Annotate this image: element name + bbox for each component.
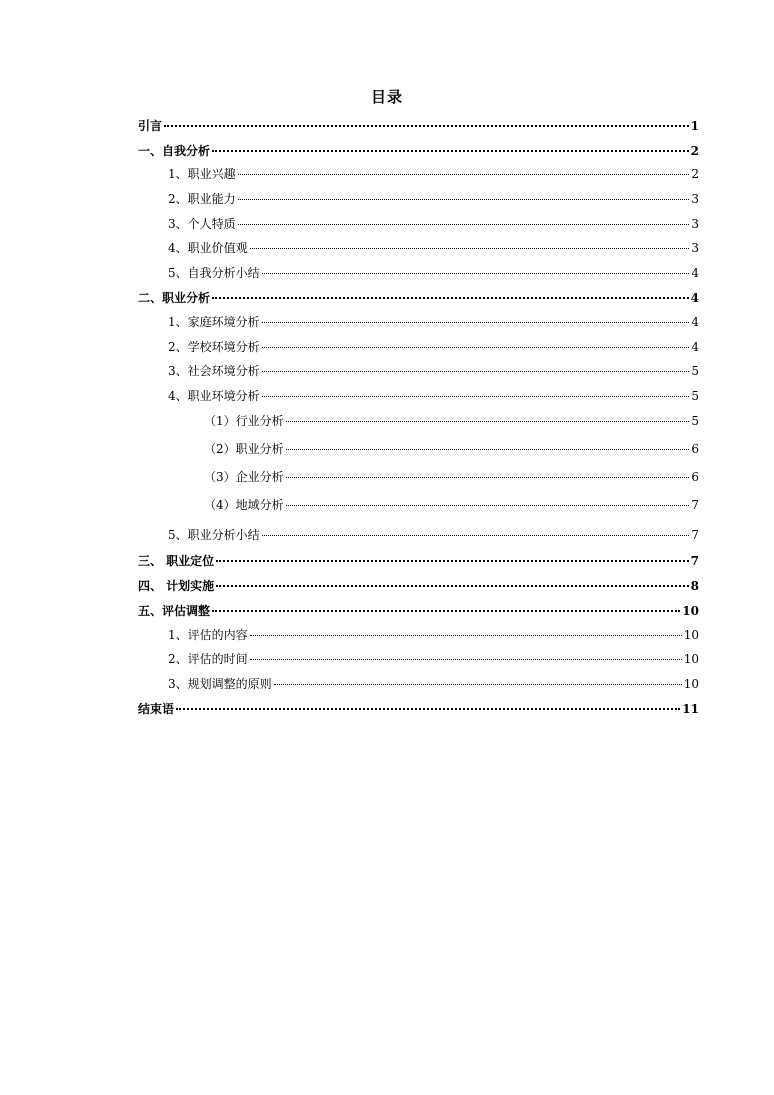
toc-entry-page-number: 5 <box>691 414 699 428</box>
toc-entry-label: （4）地域分析 <box>204 498 284 512</box>
dot-leader <box>212 150 689 152</box>
dot-leader <box>212 297 689 299</box>
toc-entry[interactable] <box>138 701 699 717</box>
toc-entry-page-number: 10 <box>683 677 699 691</box>
toc-entry[interactable] <box>168 651 699 667</box>
toc-entry[interactable] <box>168 166 699 182</box>
toc-entry[interactable] <box>204 413 699 429</box>
toc-entry-label: 5、职业分析小结 <box>168 528 260 542</box>
dot-leader <box>176 708 680 710</box>
toc-entry[interactable] <box>168 265 699 281</box>
toc-entry-label: 3、社会环境分析 <box>168 364 260 378</box>
toc-entry[interactable] <box>204 497 699 513</box>
toc-entry[interactable] <box>168 676 699 692</box>
toc-entry-label: 结束语 <box>138 702 175 716</box>
toc-entry-page-number: 7 <box>691 498 699 512</box>
toc-entry-label: 二、职业分析 <box>138 291 211 305</box>
dot-leader <box>286 505 690 506</box>
dot-leader <box>262 396 690 397</box>
dot-leader <box>216 560 688 562</box>
dot-leader <box>238 174 690 175</box>
toc-entry-page-number: 6 <box>691 442 699 456</box>
toc-entry-page-number: 1 <box>690 119 699 133</box>
toc-entry-page-number: 10 <box>682 604 699 618</box>
toc-entry-label: 3、个人特质 <box>168 217 236 231</box>
toc-title: 目录 <box>370 88 403 106</box>
toc-entry-label: 引言 <box>138 119 163 133</box>
toc-entry-page-number: 11 <box>682 702 699 716</box>
toc-entry-label: 三、 职业定位 <box>138 554 215 568</box>
toc-entry-page-number: 4 <box>691 340 699 354</box>
toc-entry[interactable] <box>168 314 699 330</box>
toc-entry-label: 5、自我分析小结 <box>168 266 260 280</box>
dot-leader <box>238 199 690 200</box>
dot-leader <box>262 322 690 323</box>
toc-entry-page-number: 8 <box>690 579 699 593</box>
toc-entry-page-number: 4 <box>691 266 699 280</box>
toc-entry-page-number: 3 <box>691 192 699 206</box>
toc-entry[interactable] <box>168 339 699 355</box>
toc-entry-label: 五、评估调整 <box>138 604 211 618</box>
toc-entry-page-number: 10 <box>683 652 699 666</box>
dot-leader <box>250 248 690 249</box>
toc-entry-label: 2、学校环境分析 <box>168 340 260 354</box>
toc-entry[interactable] <box>168 240 699 256</box>
toc-entry[interactable] <box>204 469 699 485</box>
toc-entry-page-number: 3 <box>691 217 699 231</box>
toc-entry-label: 4、职业价值观 <box>168 241 248 255</box>
toc-entry-label: 一、自我分析 <box>138 144 211 158</box>
toc-entry-page-number: 7 <box>690 554 699 568</box>
toc-entry[interactable] <box>168 527 699 543</box>
toc-entry-label: 2、职业能力 <box>168 192 236 206</box>
toc-entry-label: 3、规划调整的原则 <box>168 677 272 691</box>
dot-leader <box>286 477 690 478</box>
toc-entry-label: 1、评估的内容 <box>168 628 248 642</box>
toc-entry-page-number: 5 <box>691 389 699 403</box>
toc-entry[interactable] <box>138 578 699 594</box>
toc-entry-label: 4、职业环境分析 <box>168 389 260 403</box>
toc-entry[interactable] <box>138 290 699 306</box>
dot-leader <box>216 585 688 587</box>
toc-entry-label: 1、家庭环境分析 <box>168 315 260 329</box>
dot-leader <box>262 273 690 274</box>
toc-entry-page-number: 10 <box>683 628 699 642</box>
dot-leader <box>238 224 690 225</box>
dot-leader <box>250 659 682 660</box>
toc-entry-page-number: 5 <box>691 364 699 378</box>
dot-leader <box>274 684 682 685</box>
dot-leader <box>212 610 680 612</box>
toc-entry-label: （2）职业分析 <box>204 442 284 456</box>
dot-leader <box>286 421 690 422</box>
toc-entry-label: （1）行业分析 <box>204 414 284 428</box>
dot-leader <box>286 449 690 450</box>
toc-entry[interactable] <box>168 363 699 379</box>
dot-leader <box>262 347 690 348</box>
toc-entry[interactable] <box>168 627 699 643</box>
toc-entry[interactable] <box>138 118 699 134</box>
toc-entry[interactable] <box>168 191 699 207</box>
toc-entry-page-number: 7 <box>691 528 699 542</box>
toc-entry-page-number: 2 <box>691 167 699 181</box>
toc-entry-page-number: 4 <box>691 315 699 329</box>
toc-entry-label: （3）企业分析 <box>204 470 284 484</box>
toc-entry-page-number: 2 <box>690 144 699 158</box>
toc-entry-page-number: 4 <box>690 291 699 305</box>
toc-entry[interactable] <box>138 553 699 569</box>
toc-entry-label: 四、 计划实施 <box>138 579 215 593</box>
toc-entry-page-number: 3 <box>691 241 699 255</box>
toc-entry[interactable] <box>168 388 699 404</box>
dot-leader <box>262 535 690 536</box>
toc-entry-page-number: 6 <box>691 470 699 484</box>
toc-entry-label: 2、评估的时间 <box>168 652 248 666</box>
dot-leader <box>262 371 690 372</box>
toc-entry-label: 1、职业兴趣 <box>168 167 236 181</box>
toc-entry[interactable] <box>204 441 699 457</box>
toc-entry[interactable] <box>138 143 699 159</box>
dot-leader <box>250 635 682 636</box>
dot-leader <box>164 125 689 127</box>
toc-entry[interactable] <box>138 603 699 619</box>
toc-entry[interactable] <box>168 216 699 232</box>
